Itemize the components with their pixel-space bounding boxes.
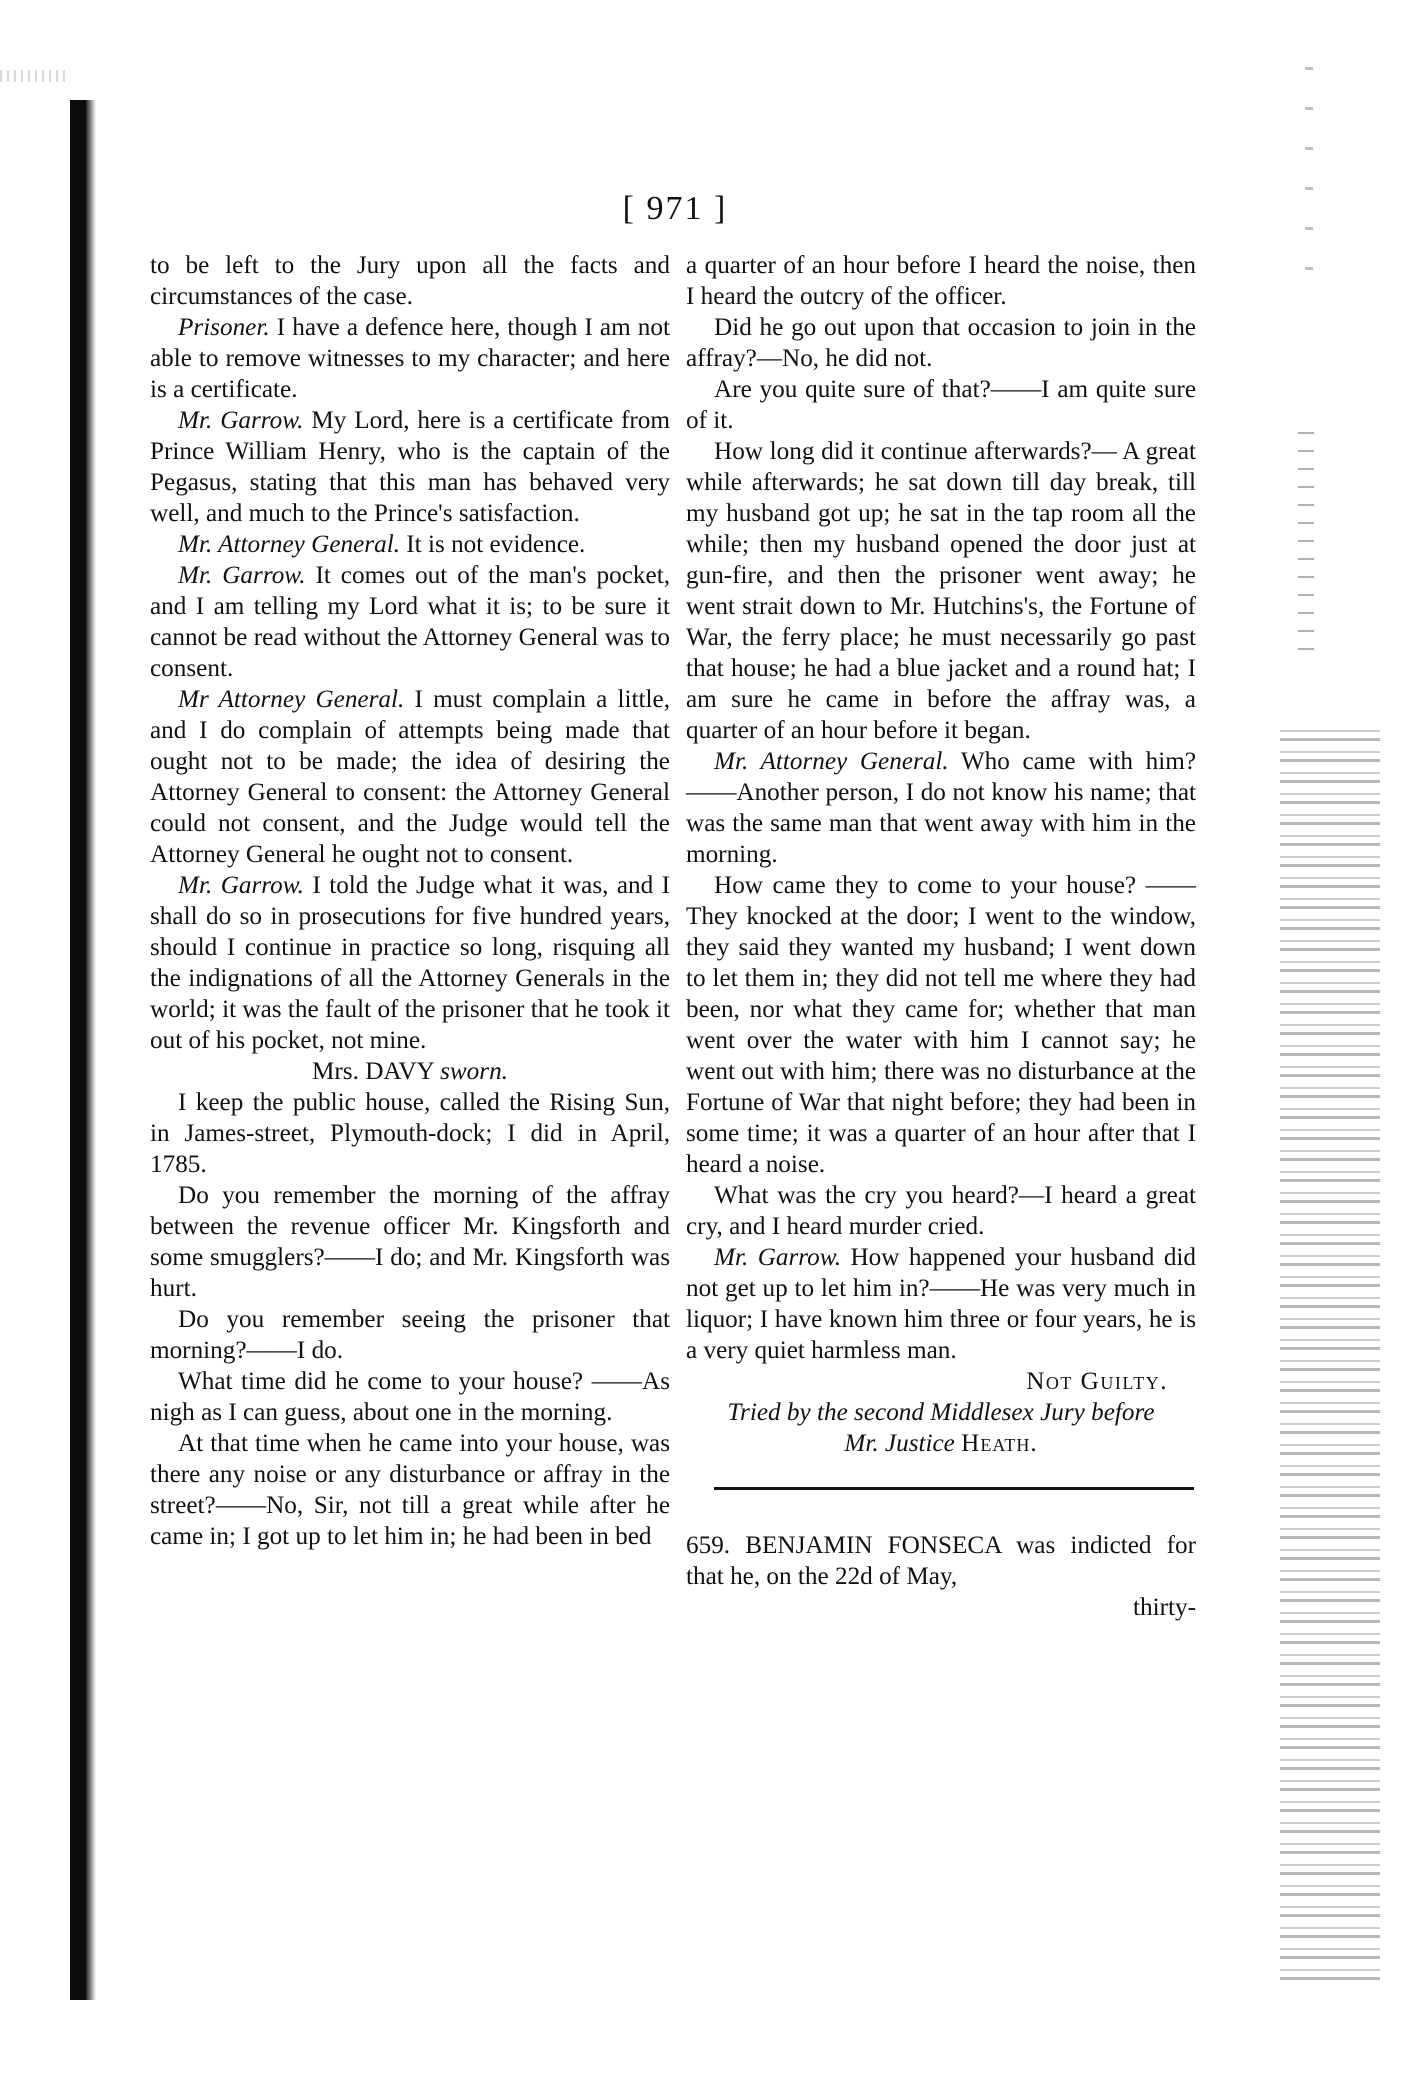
case-number: 659. bbox=[686, 1532, 731, 1559]
paragraph-text: It comes out of the man's pocket, and I am telling my Lord what it is; to be sure it cannot be read without the Attorney General was to consent. bbox=[150, 562, 670, 682]
paragraph bbox=[150, 560, 670, 684]
paragraph: Did he go out upon that occasion to join in the affray?—No, he did not. bbox=[686, 314, 1196, 372]
paragraph: How came they to come to your house? ——They knocked at the door; I went to the window, they said they wanted my husband; I went down to let them in; they did not tell me where they had been, nor what they came for; whether that man went over the water with him I cannot say; he went out with him; there was no disturbance at the Fortune of War that night before; they had been in some time; it was a quarter of an hour after that I heard a noise. bbox=[686, 872, 1196, 1178]
scan-noise-top bbox=[0, 70, 70, 82]
paragraph-text: It is not evidence. bbox=[406, 531, 586, 558]
book-spine-gradient bbox=[86, 100, 96, 2000]
paragraph-text: Who came with him?——Another person, I do not know his name; that was the same man that went away with him in the morning. bbox=[686, 748, 1196, 868]
page-number: [ 971 ] bbox=[622, 190, 728, 227]
case-paragraph bbox=[686, 1530, 1196, 1592]
paragraph: to be left to the Jury upon all the facts and circumstances of the case. bbox=[150, 252, 670, 310]
paragraph bbox=[150, 529, 670, 560]
paragraph: Do you remember seeing the prisoner that morning?——I do. bbox=[150, 1306, 670, 1364]
paragraph: At that time when he came into your house, was there any noise or any disturbance or affray in the street?——No, Sir, not till a great while after he came in; I got up to let him in; he had been in bed bbox=[150, 1430, 670, 1550]
section-divider bbox=[714, 1487, 1194, 1490]
case-text: BENJAMIN FONSECA was indicted for that he, on the 22d of May, bbox=[686, 1532, 1196, 1590]
left-column bbox=[150, 250, 670, 1552]
paragraph: How long did it continue afterwards?— A great while afterwards; he sat down till day break, till my husband got up; he sat in the tap room all the while; then my husband opened the door just at gun-fire, and then the prisoner went away; he went strait down to Mr. Hutchins's, the Fortune of War, the ferry place; he must necessarily go past that house; he had a blue jacket and a round hat; I am sure he came in before the affray was, a quarter of an hour before it began. bbox=[686, 438, 1196, 744]
paragraph-text: I have a defence here, though I am not able to remove witnesses to my character; and here is a certificate. bbox=[150, 314, 670, 403]
speaker-label: Mr. Garrow. bbox=[178, 562, 306, 589]
judge-name: Heath. bbox=[961, 1430, 1038, 1457]
speaker-label: Mr. Garrow. bbox=[178, 407, 304, 434]
speaker-label: Mr. Attorney General. bbox=[178, 531, 400, 558]
facing-page-bleed-top bbox=[1305, 40, 1313, 270]
paragraph-text: I told the Judge what it was, and I shall do so in prosecutions for five hundred years, should I continue in practice so long, risquing all the indignations of all the Attorney Generals in the world; it was the fault of the prisoner that he took it out of his pocket, not mine. bbox=[150, 872, 671, 1054]
right-column bbox=[686, 250, 1196, 1623]
paragraph bbox=[150, 870, 670, 1056]
paragraph: What time did he come to your house? ——As nigh as I can guess, about one in the morning. bbox=[150, 1368, 670, 1426]
paragraph bbox=[150, 405, 670, 529]
paragraph: I keep the public house, called the Rising Sun, in James-street, Plymouth-dock; I did in April, 1785. bbox=[150, 1089, 670, 1178]
paragraph bbox=[686, 746, 1196, 870]
speaker-label: Mr. Attorney General. bbox=[714, 748, 949, 775]
paragraph: Do you remember the morning of the affray between the revenue officer Mr. Kingsforth and some smugglers?——I do; and Mr. Kingsforth was hurt. bbox=[150, 1182, 670, 1302]
speaker-label: Mr. Garrow. bbox=[714, 1244, 841, 1271]
paragraph bbox=[150, 312, 670, 405]
verdict: Not Guilty. bbox=[1026, 1368, 1168, 1395]
speaker-label: Mr Attorney General. bbox=[178, 686, 405, 713]
witness-sworn: sworn. bbox=[440, 1058, 508, 1085]
witness-name: Mrs. DAVY bbox=[312, 1058, 434, 1085]
speaker-label: Prisoner. bbox=[178, 314, 270, 341]
paragraph bbox=[686, 1242, 1196, 1366]
paragraph-text: My Lord, here is a certificate from Prince William Henry, who is the captain of the Pegasus, stating that this man has behaved very well, and much to the Prince's satisfaction. bbox=[150, 407, 670, 527]
paragraph: Are you quite sure of that?——I am quite sure of it. bbox=[686, 376, 1196, 434]
facing-page-bleed bbox=[1280, 720, 1380, 1980]
paragraph bbox=[150, 684, 670, 870]
catchword: thirty- bbox=[1133, 1594, 1196, 1621]
paragraph: a quarter of an hour before I heard the noise, then I heard the outcry of the officer. bbox=[686, 252, 1196, 310]
judge-title: Mr. Justice bbox=[844, 1430, 955, 1457]
facing-page-bleed-upper bbox=[1298, 420, 1314, 650]
paragraph: What was the cry you heard?—I heard a great cry, and I heard murder cried. bbox=[686, 1182, 1196, 1240]
witness-heading bbox=[150, 1056, 670, 1087]
jury-note-line1: Tried by the second Middlesex Jury before bbox=[727, 1399, 1155, 1426]
paragraph-text: I must complain a little, and I do complain of attempts being made that ought not to be made; the idea of desiring the Attorney General to consent: the Attorney General could not consent, and the Judge would tell the Attorney General he ought not to consent. bbox=[150, 686, 671, 868]
paragraph-text: How happened your husband did not get up to let him in?——He was very much in liquor; I have known him three or four years, he is a very quiet harmless man. bbox=[686, 1244, 1196, 1364]
speaker-label: Mr. Garrow. bbox=[178, 872, 304, 899]
jury-note-line2 bbox=[686, 1428, 1196, 1459]
